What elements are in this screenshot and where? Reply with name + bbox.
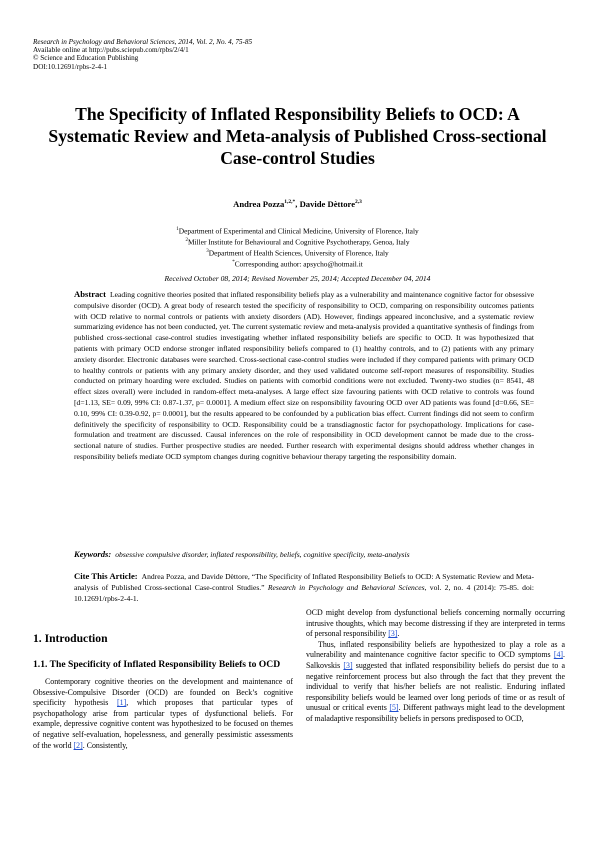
paragraph xyxy=(306,608,565,640)
citation-journal: Research in Psychology and Behavioral Sciences xyxy=(267,582,425,592)
paragraph-text: , which proposes that particular types of psychopathology arise from particular types of dysfunctional beliefs. For example, depressive cognitive content was hypothesized to be focused on themes of negative self-evaluation, hopelessness, and generally pessimistic assessments of the world xyxy=(33,698,293,750)
affiliation xyxy=(0,225,595,236)
author-1-affil: 1,2,* xyxy=(284,199,296,206)
doi: DOI:10.12691/rpbs-2-4-1 xyxy=(33,62,108,71)
paragraph xyxy=(33,677,293,751)
affiliations xyxy=(0,225,595,269)
submission-dates: Received October 08, 2014; Revised November 25, 2014; Accepted December 04, 2014 xyxy=(164,274,431,283)
subsection-heading: 1.1. The Specificity of Inflated Responsibility Beliefs to OCD xyxy=(33,659,281,670)
paragraph-text: OCD might develop from dysfunctional beliefs concerning normally occurring intrusive thoughts, which may become distressing if they are interpreted in terms of personal responsibility xyxy=(306,608,565,639)
affiliation-text: Corresponding author: apsycho@hotmail.it xyxy=(234,259,363,269)
keywords-text: obsessive compulsive disorder, inflated responsibility, beliefs, cognitive specificity, meta-analysis xyxy=(115,550,410,559)
paragraph-text: Thus, inflated responsibility beliefs are hypothesized to play a role as a vulnerability and maintenance cognitive factor specific to OCD symptoms xyxy=(306,639,565,660)
abstract-text: Leading cognitive theories posited that inflated responsibility beliefs play as a vulnerability and maintenance cognitive factor for obsessive compulsive disorder (OCD). A great body of research tested the specificity of responsibility to OCD, comparing on responsibility outcomes patients with OCD relative to normal controls or patients with anxiety disorders (AD). However, findings appeared inconclusive, and a systematic review summarizing evidence has not been conducted, yet. The current systematic review and meta-analysis provided a quantitative synthesis of findings from published cross-sectional case-control studies investigating whether inflated responsibility beliefs are specific to OCD. It was hypothesized that patients with primary OCD endorse stronger inflated responsibility beliefs compared to (1) healthy controls, and to (2) patients with any primary anxiety disorder. Electronic databases were searched. Cross-sectional case-control studies were included if they compared patients with primary OCD to healthy controls or patients with any primary anxiety disorder, and they used validated outcome self-report measures of responsibility. Studies conducted on primary hoarding were excluded. Studies on patients with comorbid conditions were not excluded. Twenty-two studies (n= 8541, 48 effect sizes overall) were included in random-effect meta-analyses. A large effect size favouring patients with OCD relative to controls was found [d=1.13, SE= 0.09, 99% CI: 0.87-1.37, p= 0.0001]. A medium effect size on responsibility favouring OCD over AD patients was found [d=0.66, SE= 0.10, 99% CI: 0.39-0.92, p= 0.0001], but the results appeared to be confounded by a publication bias effect. Current findings did not seem to confirm definitively the specificity of responsibility to OCD. Responsibility could be a transdiagnostic factor for psychopathology. Implications for case-formulation and treatment are discussed. Causal inferences on the role of responsibility in OCD development cannot be made due to the cross-sectional nature of studies. Further prospective studies are needed. Further research with experimental designs should address whether changes in responsibility beliefs mediate OCD symptom changes during cognitive behaviour therapy targeting the responsibility domain. xyxy=(74,290,534,461)
copyright: © Science and Education Publishing xyxy=(33,54,139,63)
reference-link[interactable]: [3] xyxy=(343,660,353,670)
reference-link[interactable]: [3] xyxy=(388,629,398,639)
abstract xyxy=(74,289,534,463)
authors xyxy=(0,199,595,209)
journal-line: Research in Psychology and Behavioral Sciences, 2014, Vol. 2, No. 4, 75-85 xyxy=(33,38,253,46)
corresponding-author xyxy=(0,258,595,269)
affiliation xyxy=(0,236,595,247)
right-column xyxy=(306,608,565,725)
abstract-label: Abstract xyxy=(74,289,106,299)
keywords xyxy=(74,549,534,560)
affiliation-marker: 2 xyxy=(185,238,188,244)
citation xyxy=(74,571,534,604)
author-2: Davide Dèttore xyxy=(299,199,356,209)
affiliation-text: Department of Health Sciences, University of Florence, Italy xyxy=(208,248,389,258)
author-1: Andrea Pozza xyxy=(233,199,285,209)
paper-title: The Specificity of Inflated Responsibility Beliefs to OCD: A Systematic Review and Meta-analysis of Published Cross-sectional Case-control Studies xyxy=(48,104,547,168)
keywords-label: Keywords: xyxy=(74,549,112,559)
affiliation xyxy=(0,247,595,258)
paragraph-text: . Different pathways might lead to the development of maladaptive responsibility beliefs in persons predisposed to OCD, xyxy=(306,703,565,723)
paragraph-text: . xyxy=(397,629,400,639)
author-2-affil: 2,3 xyxy=(355,199,362,206)
citation-tail: , vol. 2, no. 4 (2014): 75-85. doi: 10.12691/rpbs-2-4-1. xyxy=(74,582,534,603)
reference-link[interactable]: [1] xyxy=(117,698,127,708)
reference-link[interactable]: [5] xyxy=(389,703,399,713)
author-separator: , xyxy=(295,199,300,209)
paragraph-text: . Salkovskis xyxy=(306,650,565,670)
affiliation-text: Miller Institute for Behavioural and Cognitive Psychotherapy, Genoa, Italy xyxy=(187,237,410,247)
affiliation-marker: * xyxy=(232,260,235,266)
reference-link[interactable]: [4] xyxy=(553,650,564,660)
affiliation-text: Department of Experimental and Clinical Medicine, University of Florence, Italy xyxy=(178,226,419,236)
affiliation-marker: 3 xyxy=(206,249,209,255)
affiliation-marker: 1 xyxy=(176,227,179,232)
available-online: Available online at http://pubs.sciepub.com/rpbs/2/4/1 xyxy=(33,46,189,55)
reference-link[interactable]: [2] xyxy=(73,740,83,750)
paragraph xyxy=(306,640,565,725)
paragraph-text: suggested that inflated responsibility beliefs do persist due to a negative reinforcement process but also through the fact that they prevent the individual to verify that his/her beliefs are not realistic. Enduring inflated responsibility beliefs would be learned over long periods of time or as result of unusual or critical events xyxy=(306,660,566,713)
citation-text: Andrea Pozza, and Davide Dèttore, “The Specificity of Inflated Responsibility Beliefs to OCD: A Systematic Review and Meta-analysis of Published Cross-sectional Case-control Studies.” xyxy=(74,572,535,592)
paragraph-text: Contemporary cognitive theories on the development and maintenance of Obsessive-Compulsive Disorder (OCD) are founded on Beck’s cognitive specificity hypothesis xyxy=(33,677,293,708)
citation-label: Cite This Article: xyxy=(74,571,138,581)
journal-header xyxy=(33,38,252,71)
left-column xyxy=(33,608,293,751)
section-heading: 1. Introduction xyxy=(33,632,108,645)
paragraph-text: . Consistently, xyxy=(82,740,128,750)
